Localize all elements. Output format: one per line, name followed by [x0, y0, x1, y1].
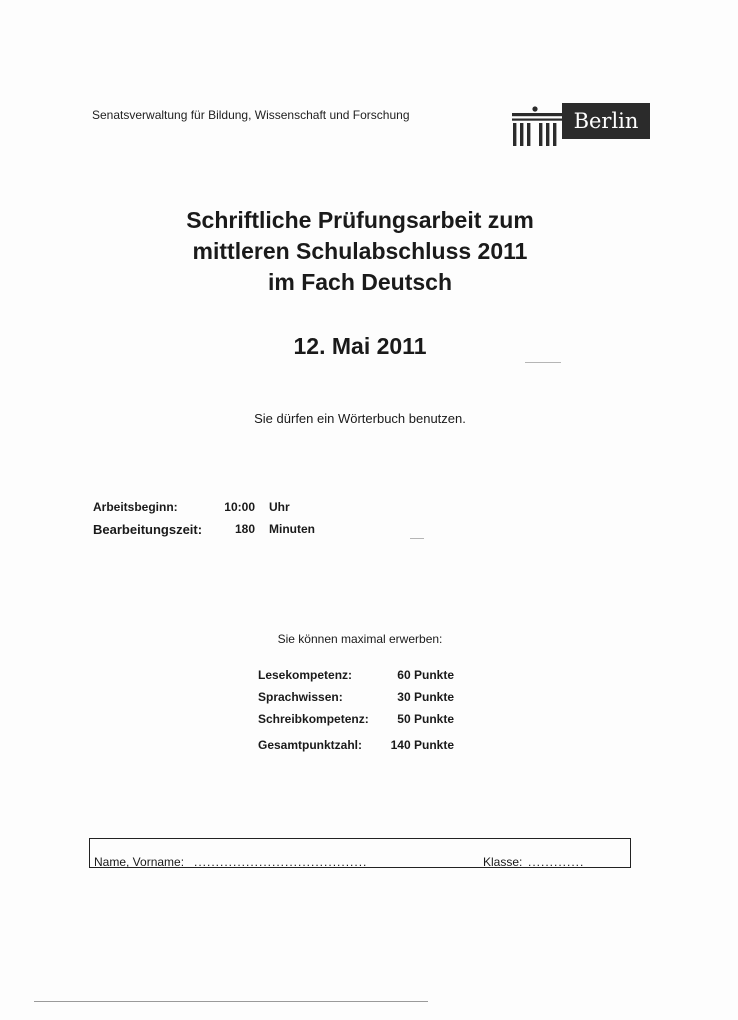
duration-unit: Minuten [269, 522, 315, 536]
points-row [258, 668, 458, 690]
points-intro: Sie können maximal erwerben: [277, 632, 443, 646]
exam-date: 12. Mai 2011 [293, 333, 427, 359]
dictionary-note: Sie dürfen ein Wörterbuch benutzen. [254, 411, 466, 426]
points-value: 60 Punkte [397, 668, 454, 682]
total-value: 140 Punkte [390, 738, 454, 752]
name-label: Name, Vorname: [94, 855, 185, 869]
points-table [258, 668, 458, 760]
points-value: 50 Punkte [397, 712, 454, 726]
class-fill-line[interactable]: ............. [528, 855, 585, 869]
duration-value: 180 [234, 522, 255, 536]
berlin-logo [508, 103, 650, 147]
start-unit: Uhr [269, 500, 290, 514]
points-label: Sprachwissen: [258, 690, 343, 704]
duration-label: Bearbeitungszeit: [93, 522, 203, 537]
title-line: mittleren Schulabschluss 2011 [192, 238, 528, 264]
brandenburg-gate-icon [508, 103, 564, 147]
points-row [258, 690, 458, 712]
scan-mark [410, 538, 424, 539]
points-total-row [258, 738, 458, 760]
start-label: Arbeitsbeginn: [93, 500, 178, 514]
total-label: Gesamtpunktzahl: [258, 738, 363, 752]
bottom-rule [34, 1001, 428, 1002]
points-value: 30 Punkte [397, 690, 454, 704]
authority-name: Senatsverwaltung für Bildung, Wissenschaft und Forschung [92, 108, 410, 122]
start-value: 10:00 [224, 500, 255, 514]
scan-mark [525, 362, 561, 363]
class-label: Klasse: [483, 855, 523, 869]
exam-title [90, 205, 630, 298]
name-fill-line[interactable]: ........................................ [194, 855, 368, 869]
logo-wordmark: Berlin [562, 103, 650, 139]
points-label: Schreibkompetenz: [258, 712, 369, 726]
name-class-field[interactable] [89, 838, 631, 868]
points-row [258, 712, 458, 734]
title-line: Schriftliche Prüfungsarbeit zum [186, 207, 534, 233]
title-line: im Fach Deutsch [267, 269, 453, 295]
points-label: Lesekompetenz: [258, 668, 353, 682]
